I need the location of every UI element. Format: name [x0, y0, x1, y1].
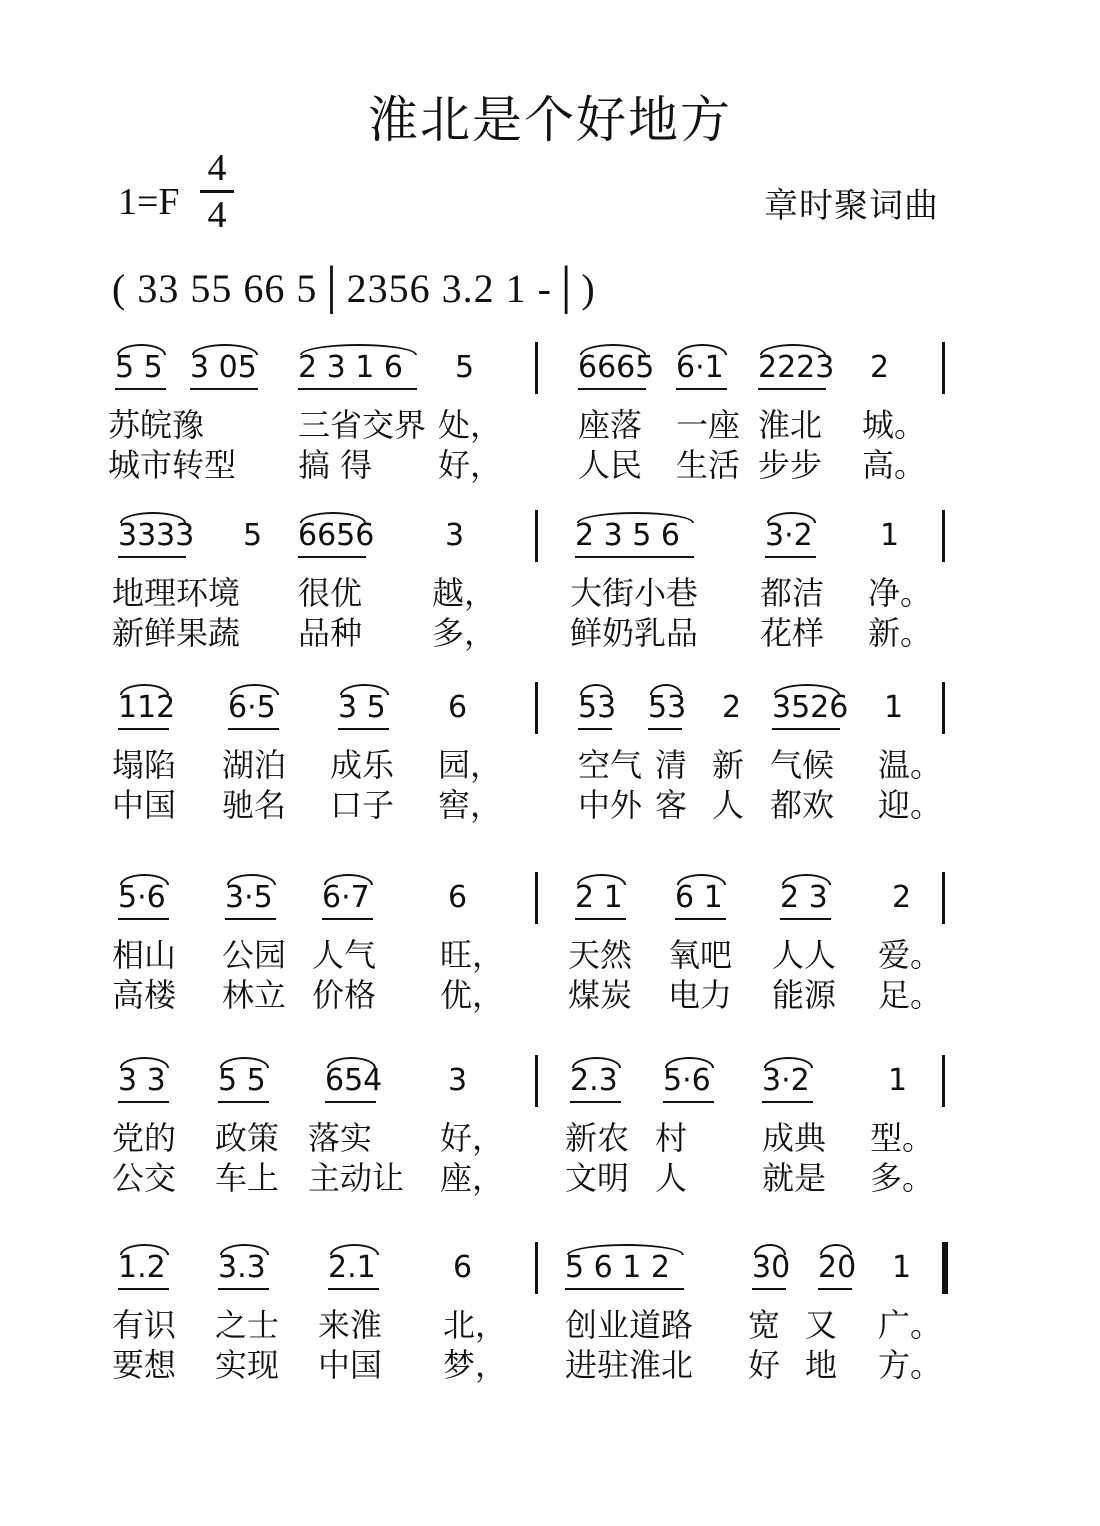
meter-bottom: 4 — [207, 194, 227, 236]
lyric-syllable: 塌陷 — [112, 746, 177, 784]
lyric-syllable: 成乐 — [330, 746, 395, 784]
note-group: 6·5 — [228, 690, 276, 725]
lyric-syllable: 广。 — [878, 1306, 943, 1344]
slur-mark — [577, 512, 694, 523]
lyric-syllable: 中外 — [578, 786, 643, 824]
slur-mark — [767, 512, 816, 523]
note-group: 654 — [325, 1063, 383, 1098]
lyric-syllable: 人 — [655, 1159, 688, 1197]
beam-underline — [648, 728, 682, 730]
lyric-syllable: 座， — [440, 1159, 505, 1197]
beam-underline — [118, 1288, 169, 1290]
note-group: 6 1 — [675, 880, 723, 915]
lyric-syllable: 有识 — [112, 1306, 177, 1344]
lyric-syllable: 步步 — [758, 446, 823, 484]
lyric-syllable: 湖泊 — [222, 746, 287, 784]
lyric-syllable: 搞 得 — [298, 446, 373, 484]
beam-underline — [218, 1101, 269, 1103]
slur-mark — [120, 874, 169, 885]
note-group: 2 1 — [575, 880, 623, 915]
lyric-syllable: 花样 — [760, 614, 825, 652]
note-group: 3.3 — [218, 1250, 266, 1285]
note-group: 112 — [118, 690, 176, 725]
lyric-syllable: 大街小巷 — [570, 574, 699, 612]
note-group: 30 — [752, 1250, 791, 1285]
barline — [942, 872, 945, 924]
lyric-syllable: 北， — [443, 1306, 508, 1344]
note-group: 3·2 — [765, 518, 813, 553]
slur-mark — [220, 1244, 269, 1255]
lyric-syllable: 迎。 — [878, 786, 943, 824]
lyric-syllable: 文明 — [565, 1159, 630, 1197]
slur-mark — [567, 1244, 684, 1255]
lyric-syllable: 驰名 — [222, 786, 287, 824]
lyric-syllable: 氧吧 — [668, 936, 733, 974]
note-group: 20 — [818, 1250, 857, 1285]
lyric-syllable: 都洁 — [760, 574, 825, 612]
lyric-syllable: 好 — [748, 1346, 781, 1384]
beam-underline — [118, 556, 186, 558]
lyric-syllable: 品种 — [298, 614, 363, 652]
slur-mark — [117, 344, 166, 355]
slur-mark — [192, 344, 258, 355]
beam-underline — [325, 1101, 376, 1103]
lyric-syllable: 气候 — [770, 746, 835, 784]
note-group: 2.3 — [570, 1063, 618, 1098]
note-group: 5 — [455, 350, 475, 385]
author-credit: 章时聚词曲 — [764, 186, 939, 226]
note-group: 1 — [884, 690, 904, 725]
slur-mark — [820, 1244, 852, 1255]
note-group: 3·2 — [762, 1063, 810, 1098]
lyric-syllable: 林立 — [222, 976, 287, 1014]
slur-mark — [340, 684, 389, 695]
lyric-syllable: 多， — [432, 614, 497, 652]
note-group: 1 — [892, 1250, 912, 1285]
slur-mark — [300, 344, 417, 355]
lyric-syllable: 客 — [655, 786, 688, 824]
note-group: 3333 — [118, 518, 195, 553]
lyric-syllable: 新。 — [868, 614, 933, 652]
note-group: 6·1 — [676, 350, 724, 385]
lyric-syllable: 村 — [655, 1119, 688, 1157]
lyric-syllable: 落实 — [308, 1119, 373, 1157]
beam-underline — [675, 918, 726, 920]
beam-underline — [663, 1101, 714, 1103]
lyric-syllable: 地理环境 — [112, 574, 241, 612]
lyric-syllable: 窖， — [438, 786, 503, 824]
slur-mark — [572, 1057, 621, 1068]
lyric-syllable: 公交 — [112, 1159, 177, 1197]
lyric-syllable: 创业道路 — [565, 1306, 694, 1344]
lyric-syllable: 三省交界 — [298, 406, 427, 444]
lyric-syllable: 方。 — [878, 1346, 943, 1384]
intro-line: ( 33 55 66 5│2356 3.2 1 -│) — [112, 266, 596, 311]
lyric-syllable: 价格 — [312, 976, 377, 1014]
lyric-syllable: 煤炭 — [568, 976, 633, 1014]
slur-mark — [577, 874, 626, 885]
lyric-syllable: 空气 — [578, 746, 643, 784]
slur-mark — [227, 874, 276, 885]
beam-underline — [328, 1288, 379, 1290]
lyric-syllable: 实现 — [215, 1346, 280, 1384]
beam-underline — [758, 388, 826, 390]
beam-underline — [772, 728, 840, 730]
lyric-syllable: 生活 — [676, 446, 741, 484]
note-group: 2.1 — [328, 1250, 376, 1285]
slur-mark — [120, 1057, 169, 1068]
lyric-syllable: 中国 — [318, 1346, 383, 1384]
lyric-syllable: 高。 — [862, 446, 927, 484]
note-group: 6 — [453, 1250, 473, 1285]
lyric-syllable: 优， — [440, 976, 505, 1014]
lyric-syllable: 很优 — [298, 574, 363, 612]
note-group: 1.2 — [118, 1250, 166, 1285]
note-group: 3 3 — [118, 1063, 166, 1098]
lyric-syllable: 就是 — [762, 1159, 827, 1197]
time-signature — [200, 148, 234, 235]
slur-mark — [120, 684, 169, 695]
lyric-syllable: 政策 — [215, 1119, 280, 1157]
beam-underline — [762, 1101, 813, 1103]
beam-underline — [752, 1288, 786, 1290]
lyric-syllable: 宽 — [748, 1306, 781, 1344]
lyric-syllable: 高楼 — [112, 976, 177, 1014]
lyric-syllable: 公园 — [222, 936, 287, 974]
slur-mark — [324, 874, 373, 885]
note-group: 2 3 — [780, 880, 828, 915]
lyric-syllable: 之士 — [215, 1306, 280, 1344]
lyric-syllable: 清 — [655, 746, 688, 784]
lyric-syllable: 一座 — [676, 406, 741, 444]
slur-mark — [220, 1057, 269, 1068]
barline — [942, 1055, 945, 1107]
note-group: 2 — [870, 350, 890, 385]
lyric-syllable: 人人 — [772, 936, 837, 974]
beam-underline — [118, 918, 169, 920]
note-group: 2 — [722, 690, 742, 725]
note-group: 53 — [648, 690, 687, 725]
note-group: 6 — [448, 690, 468, 725]
lyric-syllable: 温。 — [878, 746, 943, 784]
beam-underline — [765, 556, 816, 558]
beam-underline — [218, 1288, 269, 1290]
lyric-syllable: 淮北 — [758, 406, 823, 444]
beam-underline — [578, 728, 612, 730]
beam-underline — [225, 918, 276, 920]
lyric-syllable: 人 — [712, 786, 745, 824]
slur-mark — [580, 344, 646, 355]
note-group: 2 — [892, 880, 912, 915]
beam-underline — [676, 388, 727, 390]
note-group: 3 05 — [190, 350, 257, 385]
lyric-syllable: 梦， — [443, 1346, 508, 1384]
barline — [942, 510, 945, 562]
lyric-syllable: 城市转型 — [108, 446, 237, 484]
lyric-syllable: 爱。 — [878, 936, 943, 974]
lyric-syllable: 新鲜果蔬 — [112, 614, 241, 652]
beam-underline — [575, 556, 694, 558]
lyric-syllable: 苏皖豫 — [108, 406, 205, 444]
note-group: 3526 — [772, 690, 849, 725]
slur-mark — [650, 684, 682, 695]
barline — [535, 1055, 538, 1107]
beam-underline — [322, 918, 373, 920]
beam-underline — [818, 1288, 852, 1290]
note-group: 3 — [448, 1063, 468, 1098]
barline — [535, 342, 538, 394]
barline — [535, 510, 538, 562]
meter-bar — [200, 190, 234, 193]
note-group: 6656 — [298, 518, 375, 553]
slur-mark — [330, 1244, 379, 1255]
lyric-syllable: 来淮 — [318, 1306, 383, 1344]
lyric-syllable: 处， — [438, 406, 503, 444]
note-group: 5·6 — [663, 1063, 711, 1098]
lyric-syllable: 都欢 — [770, 786, 835, 824]
beam-underline — [780, 918, 831, 920]
slur-mark — [327, 1057, 376, 1068]
note-group: 5 5 — [218, 1063, 266, 1098]
note-group: 6665 — [578, 350, 655, 385]
slur-mark — [764, 1057, 813, 1068]
lyric-syllable: 好， — [438, 446, 503, 484]
lyric-syllable: 地 — [805, 1346, 838, 1384]
barline — [535, 1242, 538, 1294]
note-group: 6 — [448, 880, 468, 915]
slur-mark — [580, 684, 612, 695]
slur-mark — [120, 1244, 169, 1255]
beam-underline — [575, 918, 626, 920]
slur-mark — [665, 1057, 714, 1068]
beam-underline — [570, 1101, 621, 1103]
note-group: 5·6 — [118, 880, 166, 915]
beam-underline — [115, 388, 166, 390]
lyric-syllable: 座落 — [578, 406, 643, 444]
slur-mark — [754, 1244, 786, 1255]
lyric-syllable: 人民 — [578, 446, 643, 484]
barline — [535, 682, 538, 734]
lyric-syllable: 电力 — [668, 976, 733, 1014]
lyric-syllable: 车上 — [215, 1159, 280, 1197]
beam-underline — [338, 728, 389, 730]
lyric-syllable: 足。 — [878, 976, 943, 1014]
slur-mark — [782, 874, 831, 885]
lyric-syllable: 新 — [712, 746, 745, 784]
beam-underline — [118, 1101, 169, 1103]
barline — [942, 682, 945, 734]
note-group: 53 — [578, 690, 617, 725]
lyric-syllable: 能源 — [772, 976, 837, 1014]
beam-underline — [190, 388, 258, 390]
lyric-syllable: 相山 — [112, 936, 177, 974]
slur-mark — [120, 512, 186, 523]
lyric-syllable: 净。 — [868, 574, 933, 612]
note-group: 1 — [888, 1063, 908, 1098]
lyric-syllable: 鲜奶乳品 — [570, 614, 699, 652]
lyric-syllable: 成典 — [762, 1119, 827, 1157]
slur-mark — [230, 684, 279, 695]
beam-underline — [228, 728, 279, 730]
lyric-syllable: 城。 — [862, 406, 927, 444]
note-group: 3 — [445, 518, 465, 553]
beam-underline — [565, 1288, 684, 1290]
lyric-syllable: 口子 — [330, 786, 395, 824]
note-group: 1 — [880, 518, 900, 553]
slur-mark — [774, 684, 840, 695]
note-group: 6·7 — [322, 880, 370, 915]
barline — [535, 872, 538, 924]
lyric-syllable: 又 — [805, 1306, 838, 1344]
lyric-syllable: 旺， — [440, 936, 505, 974]
barline — [942, 1242, 948, 1294]
slur-mark — [760, 344, 826, 355]
lyric-syllable: 新农 — [565, 1119, 630, 1157]
note-group: 5 6 1 2 — [565, 1250, 670, 1285]
beam-underline — [578, 388, 646, 390]
note-group: 5 5 — [115, 350, 163, 385]
note-group: 5 — [243, 518, 263, 553]
lyric-syllable: 党的 — [112, 1119, 177, 1157]
slur-mark — [677, 874, 726, 885]
lyric-syllable: 主动让 — [308, 1159, 405, 1197]
note-group: 2223 — [758, 350, 835, 385]
lyric-syllable: 型。 — [870, 1119, 935, 1157]
note-group: 3 5 — [338, 690, 386, 725]
meter-top: 4 — [207, 147, 227, 189]
slur-mark — [678, 344, 727, 355]
barline — [942, 342, 945, 394]
lyric-syllable: 天然 — [568, 936, 633, 974]
song-title: 淮北是个好地方 — [368, 91, 732, 149]
lyric-syllable: 中国 — [112, 786, 177, 824]
lyric-syllable: 要想 — [112, 1346, 177, 1384]
lyric-syllable: 进驻淮北 — [565, 1346, 694, 1384]
lyric-syllable: 人气 — [312, 936, 377, 974]
key-signature: 1=F — [118, 181, 180, 223]
beam-underline — [118, 728, 169, 730]
lyric-syllable: 好， — [440, 1119, 505, 1157]
note-group: 3·5 — [225, 880, 273, 915]
slur-mark — [300, 512, 366, 523]
lyric-syllable: 园， — [438, 746, 503, 784]
note-group: 2 3 1 6 — [298, 350, 403, 385]
lyric-syllable: 越， — [432, 574, 497, 612]
beam-underline — [298, 388, 417, 390]
note-group: 2 3 5 6 — [575, 518, 680, 553]
lyric-syllable: 多。 — [870, 1159, 935, 1197]
beam-underline — [298, 556, 366, 558]
